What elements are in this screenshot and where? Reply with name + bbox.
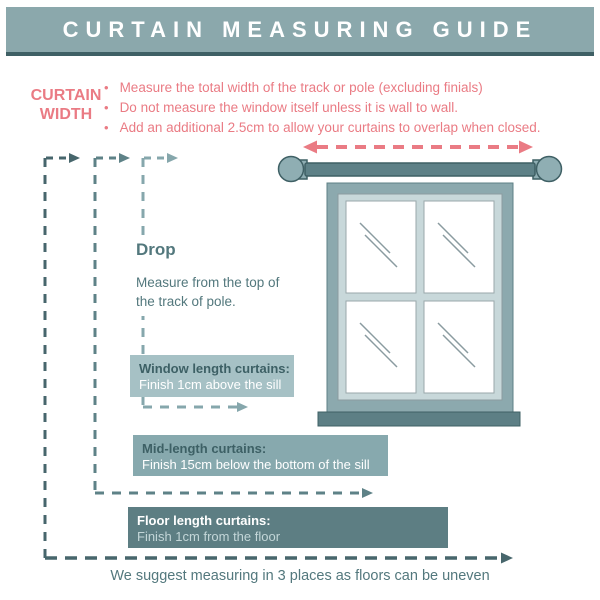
mid-length-box xyxy=(133,435,388,476)
pole-bar xyxy=(305,163,535,176)
curtain-pole xyxy=(279,157,562,182)
footer-note: We suggest measuring in 3 places as floors can be uneven xyxy=(110,568,490,584)
drop-title: Drop xyxy=(136,240,176,259)
window-length-box xyxy=(130,355,294,397)
instruction-text: Measure the total width of the track or pole (excluding finials) xyxy=(119,80,483,95)
width-arrow-right-head-icon xyxy=(519,141,533,154)
pane-top-left xyxy=(346,201,416,293)
pane-top-right xyxy=(424,201,494,293)
window-sill xyxy=(318,412,520,426)
window-illustration xyxy=(318,183,520,426)
floor-length-box xyxy=(128,507,448,548)
instruction-text: Add an additional 2.5cm to allow your curtains to overlap when closed. xyxy=(119,120,541,135)
window-top-arrow-head-icon xyxy=(167,153,178,163)
width-arrow-left-head-icon xyxy=(303,141,317,154)
drop-description: Measure from the top of the track of pole. xyxy=(136,275,280,309)
bullet-icon: • xyxy=(104,100,109,115)
pole-finial-right-icon xyxy=(537,157,562,182)
box-title: Mid-length curtains: xyxy=(142,441,267,456)
box-subtitle: Finish 1cm from the floor xyxy=(137,529,281,544)
mid-top-arrow-head-icon xyxy=(119,153,130,163)
box-subtitle: Finish 15cm below the bottom of the sill xyxy=(142,457,370,472)
window-arrow-head-icon xyxy=(237,402,248,412)
pane-bottom-left xyxy=(346,301,416,393)
bullet-icon: • xyxy=(104,120,109,135)
pane-bottom-right xyxy=(424,301,494,393)
page-title: CURTAIN MEASURING GUIDE xyxy=(62,16,538,42)
floor-top-arrow-head-icon xyxy=(69,153,80,163)
mid-arrow-head-icon xyxy=(362,488,373,498)
box-title: Floor length curtains: xyxy=(137,513,271,528)
curtain-width-label: CURTAIN WIDTH xyxy=(30,87,102,123)
pole-finial-left-icon xyxy=(279,157,304,182)
instruction-text: Do not measure the window itself unless it is wall to wall. xyxy=(119,100,458,115)
curtain-width-arrow xyxy=(303,141,533,154)
box-title: Window length curtains: xyxy=(139,361,290,376)
drop-section xyxy=(134,240,300,316)
box-subtitle: Finish 1cm above the sill xyxy=(139,377,282,392)
floor-arrow-head-icon xyxy=(501,553,513,564)
bullet-icon: • xyxy=(104,80,109,95)
